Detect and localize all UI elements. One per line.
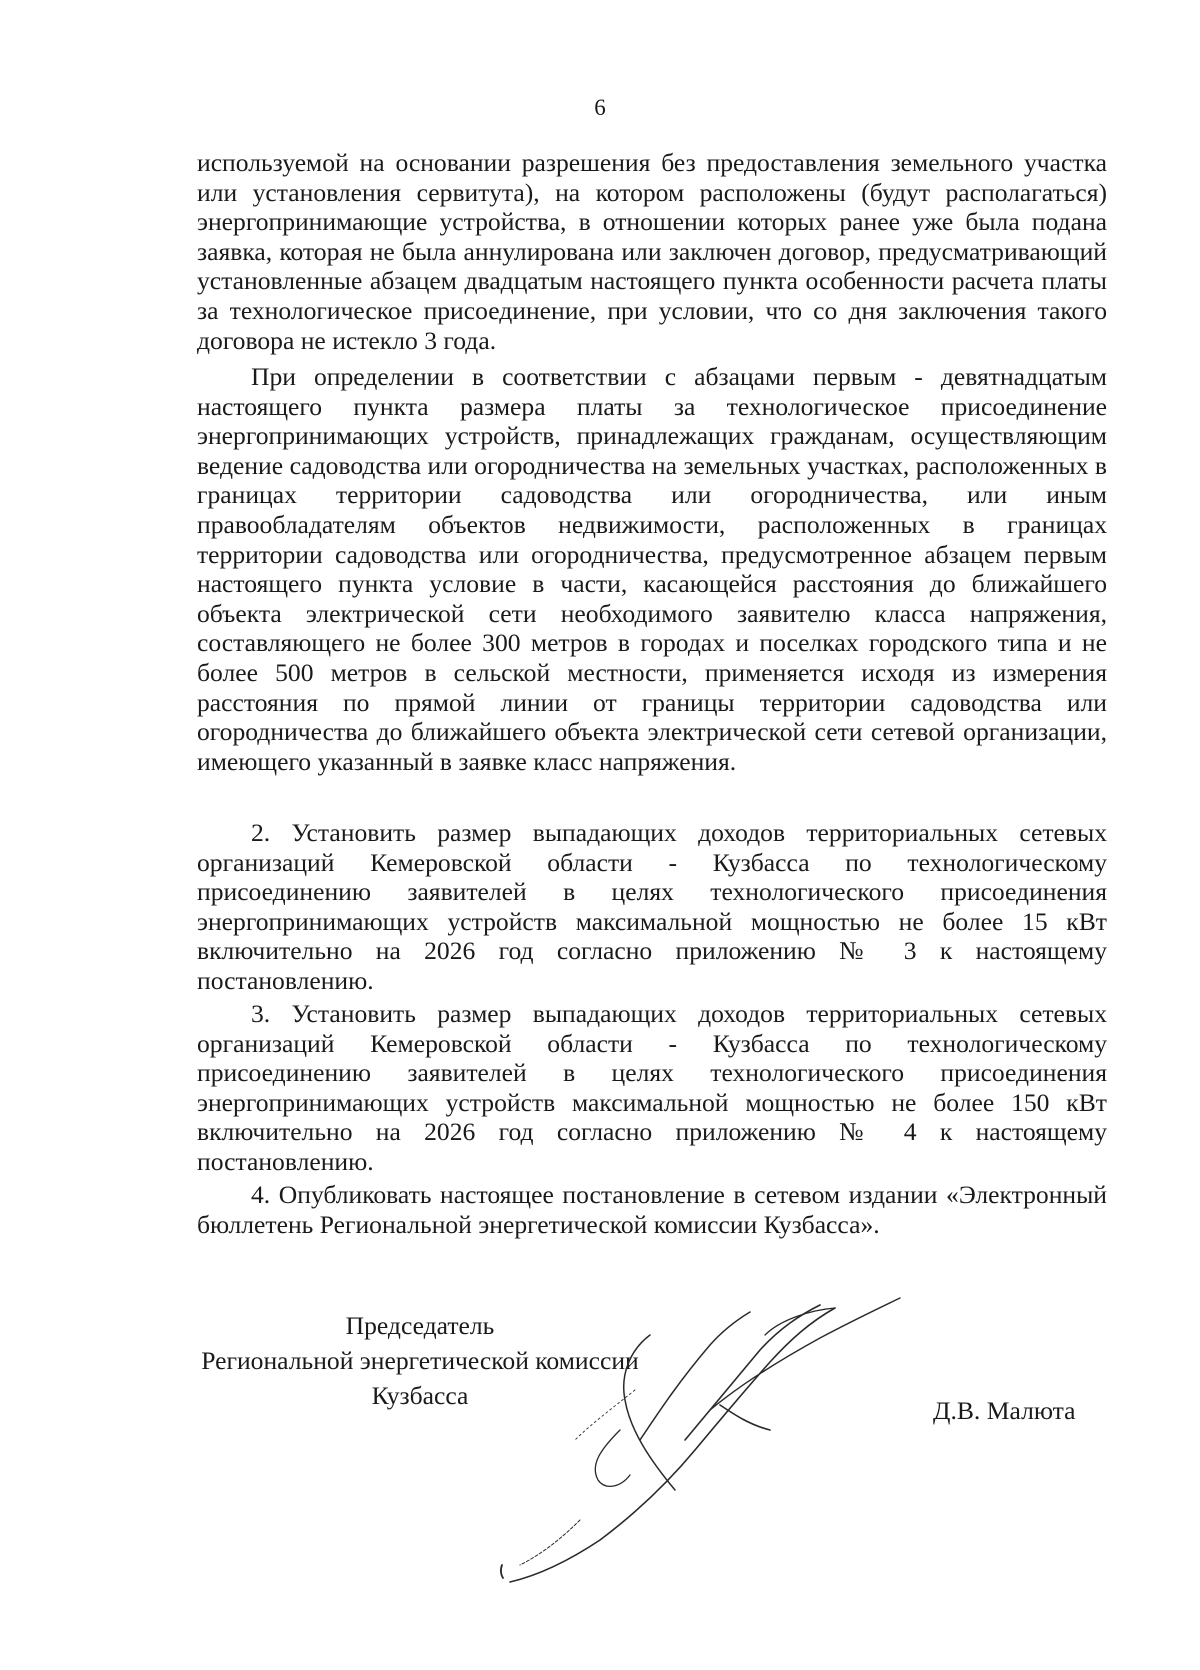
- page-number: 6: [594, 95, 606, 120]
- paragraph-text: используемой на основании разрешения без предоставления земельного участка или установления сервитута), на котором расположены (будут располагаться) энергопринимающие устройства, в отношении которых ранее уже была подана заявка, которая не была аннулирована или заключен договор, предусматривающий установленные абзацем двадцатым настоящего пункта особенности расчета платы за технологическое присоединение, при условии, что со дня заключения такого договора не истекло 3 года.: [197, 148, 1107, 355]
- paragraph-distance-rule: [197, 362, 1107, 776]
- paragraph-text: 3. Установить размер выпадающих доходов территориальных сетевых организаций Кемеровской области - Кузбасса по технологическому присоединению заявителей в целях технологического присоединения энергопринимающих устройств максимальной мощностью не более 150 кВт включительно на 2026 год согласно приложению № 4 к настоящему постановлению.: [197, 999, 1107, 1176]
- paragraph-item-2: [197, 818, 1107, 996]
- paragraph-continuation: [197, 148, 1107, 355]
- handwritten-signature: [480, 1290, 940, 1590]
- signatory-title-line-1: Председатель: [345, 1311, 495, 1340]
- paragraph-text: 2. Установить размер выпадающих доходов территориальных сетевых организаций Кемеровской области - Кузбасса по технологическому присоединению заявителей в целях технологического присоединения энергопринимающих устройств максимальной мощностью не более 15 кВт включительно на 2026 год согласно приложению № 3 к настоящему постановлению.: [197, 818, 1107, 995]
- signatory-title-line-3: Кузбасса: [371, 1381, 469, 1410]
- paragraph-text: 4. Опубликовать настоящее постановление в сетевом издании «Электронный бюллетень Региональной энергетической комиссии Кузбасса».: [197, 1180, 1107, 1239]
- paragraph-item-4: [197, 1180, 1107, 1239]
- signatory-name: Д.В. Малюта: [933, 1396, 1076, 1425]
- paragraph-text: При определении в соответствии с абзацами первым - девятнадцатым настоящего пункта размера платы за технологическое присоединение энергопринимающих устройств, принадлежащих гражданам, осуществляющим ведение садоводства или огородничества на земельных участках, расположенных в границах территории садоводства или огородничества, или иным правообладателям объектов недвижимости, расположенных в границах территории садоводства или огородничества, предусмотренное абзацем первым настоящего пункта условие в части, касающейся расстояния до ближайшего объекта электрической сети необходимого заявителю класса напряжения, составляющего не более 300 метров в городах и поселках городского типа и не более 500 метров в сельской местности, применяется исходя из измерения расстояния по прямой линии от границы территории садоводства или огородничества до ближайшего объекта электрической сети сетевой организации, имеющего указанный в заявке класс напряжения.: [197, 362, 1107, 776]
- paragraph-item-3: [197, 999, 1107, 1177]
- signatory-title-line-2: Региональной энергетической комиссии: [201, 1346, 639, 1375]
